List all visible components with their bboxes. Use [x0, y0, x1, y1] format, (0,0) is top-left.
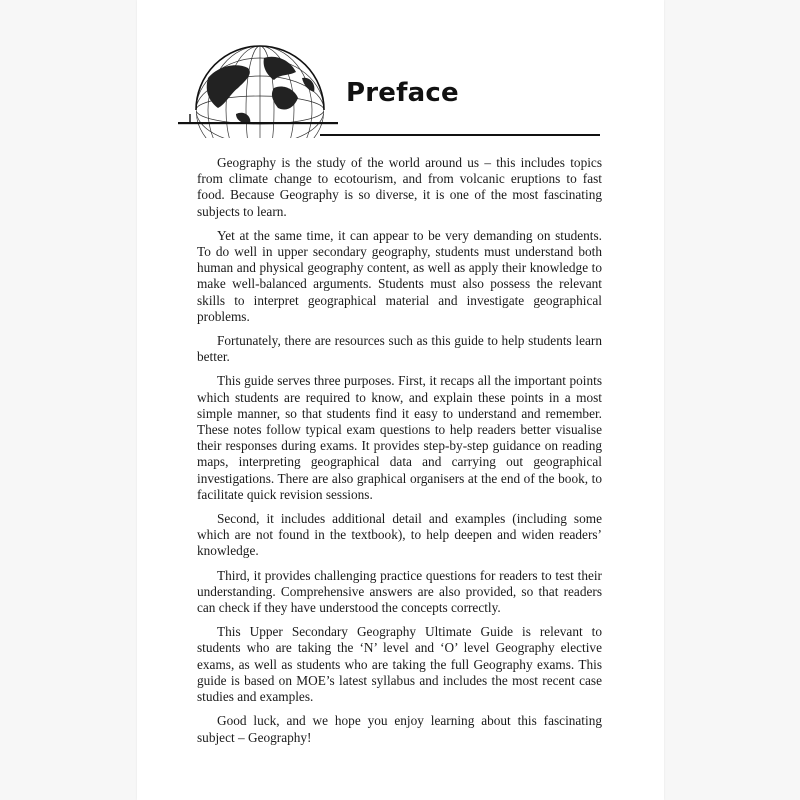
paragraph: Fortunately, there are resources such as this guide to help students learn better.: [197, 333, 602, 365]
title-rule: [320, 134, 600, 136]
page-title: Preface: [346, 78, 459, 108]
paragraph: Second, it includes additional detail and examples (including some which are not found in the textbook), to help deepen and widen readers’ knowledge.: [197, 511, 602, 559]
paragraph: This Upper Secondary Geography Ultimate Guide is relevant to students who are taking the ‘N’ level and ‘O’ level Geography elective exams, as well as students who are taking the full Geography exams. This guide is based on MOE’s latest syllabus and includes the most recent case studies and examples.: [197, 624, 602, 705]
paragraph: Geography is the study of the world around us – this includes topics from climate change to ecotourism, and from volcanic eruptions to fast food. Because Geography is so diverse, it is one of the most fascinating subjects to learn.: [197, 155, 602, 219]
globe-icon: [178, 38, 338, 138]
preface-body: [197, 155, 602, 754]
paragraph: Yet at the same time, it can appear to be very demanding on students. To do well in upper secondary geography, students must understand both human and physical geography content, as well as apply their knowledge to make well-balanced arguments. Students must also possess the relevant skills to interpret geographical material and investigate geographical problems.: [197, 227, 602, 324]
paragraph: Good luck, and we hope you enjoy learning about this fascinating subject – Geography!: [197, 713, 602, 745]
paragraph: Third, it provides challenging practice questions for readers to test their understanding. Comprehensive answers are also provided, so that readers can check if they have understood the concepts correctly.: [197, 567, 602, 616]
paragraph: This guide serves three purposes. First, it recaps all the important points which students are required to know, and explain these points in a most simple manner, so that students find it easy to understand and remember. These notes follow typical exam questions to help readers better visualise their responses during exams. It provides step-by-step guidance on reading maps, interpreting geographical data and carrying out geographical investigations. There are also graphical organisers at the end of the book, to facilitate quick revision sessions.: [197, 373, 602, 502]
